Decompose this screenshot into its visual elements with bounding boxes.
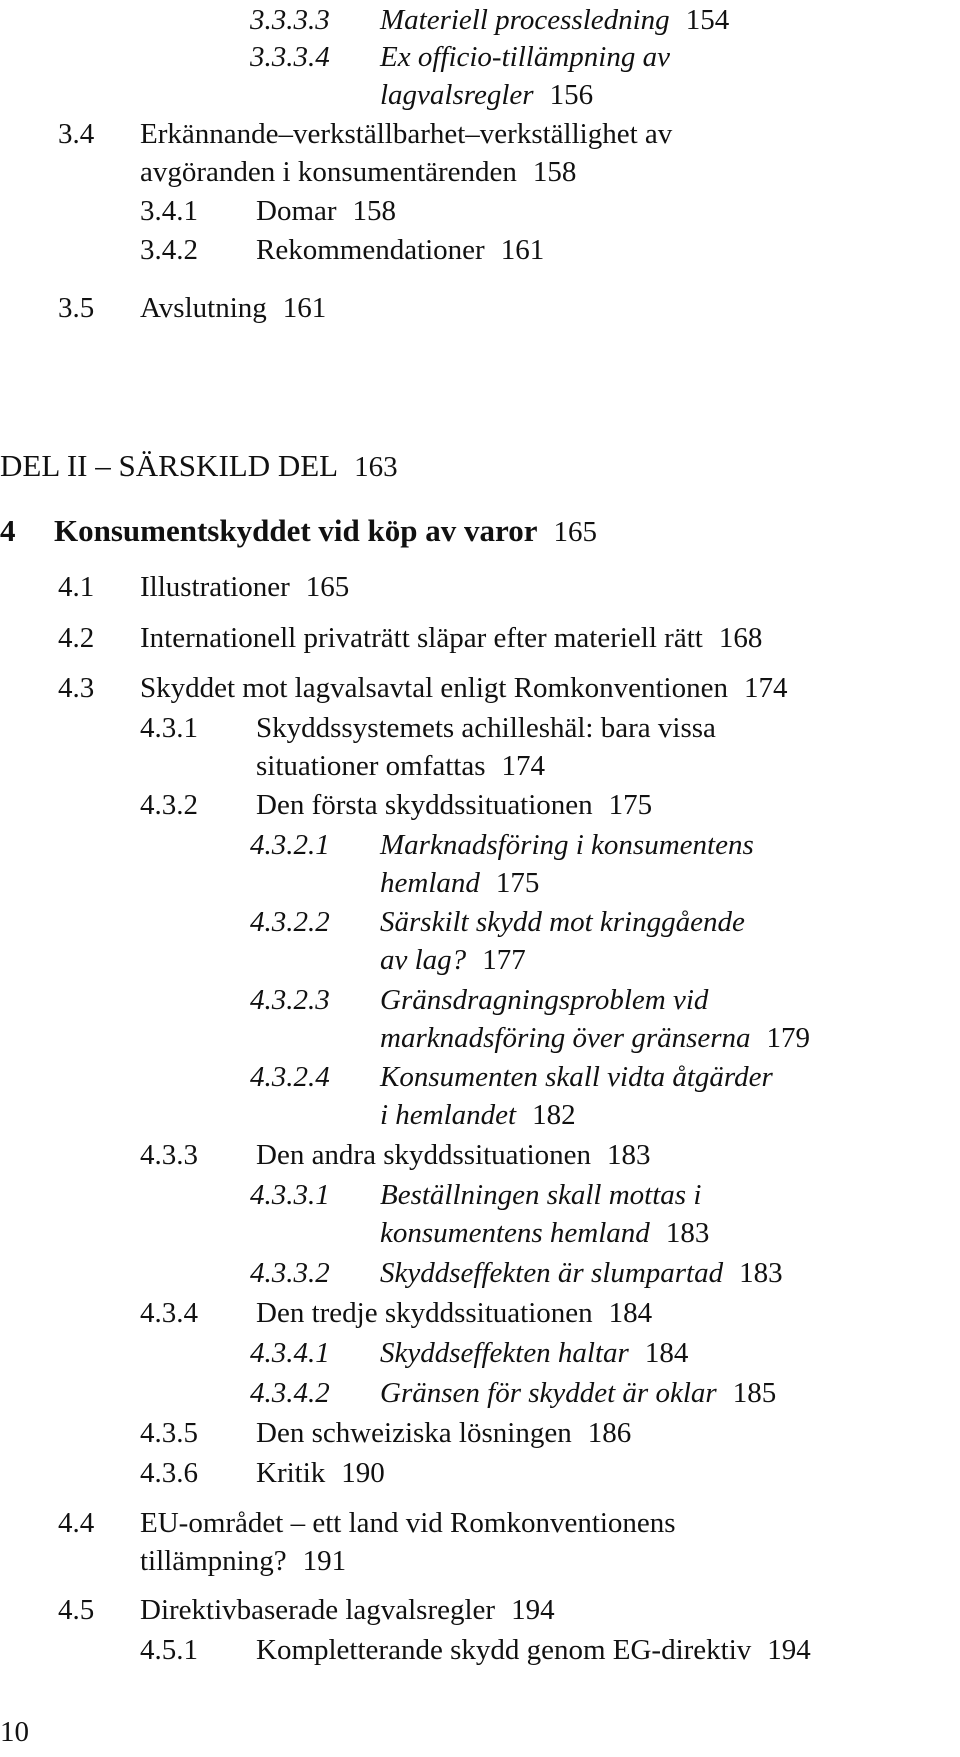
entry-title: Skyddseffekten haltar	[380, 1337, 629, 1369]
entry-number: 3.4	[58, 118, 95, 150]
toc-entry	[0, 1057, 960, 1137]
page-number: 191	[302, 1545, 347, 1577]
toc-entry	[0, 1253, 960, 1293]
entry-number: 4.3.3.2	[250, 1257, 330, 1289]
entry-title: Den andra skyddssituationen	[256, 1139, 592, 1171]
toc-entry	[0, 708, 960, 788]
toc-entry	[0, 902, 960, 982]
entry-number: 4.5.1	[140, 1634, 198, 1666]
toc-entry	[0, 1453, 960, 1493]
entry-title: Den första skyddssituationen	[256, 789, 593, 821]
entry-title: Domar	[256, 195, 337, 227]
entry-number: 4.3.2.4	[250, 1061, 330, 1093]
toc-entry	[0, 288, 960, 328]
entry-number: 4.3.3.1	[250, 1179, 330, 1211]
entry-number: 4.4	[58, 1507, 95, 1539]
page-number: 186	[587, 1417, 632, 1449]
page-number: 190	[341, 1457, 385, 1489]
entry-title: Kritik	[256, 1457, 326, 1489]
chapter-number: 4	[0, 513, 16, 548]
entry-title: Materiell processledning	[380, 4, 670, 36]
toc-entry	[0, 1373, 960, 1413]
entry-title: Skyddssystemets achilleshäl: bara vissa	[256, 712, 716, 744]
toc-entry	[0, 1503, 960, 1583]
toc-entry	[0, 1333, 960, 1373]
entry-title: Skyddet mot lagvalsavtal enligt Romkonventionen	[140, 672, 728, 704]
entry-title: Beställningen skall mottas i	[380, 1179, 702, 1211]
entry-title-cont: av lag?	[380, 944, 467, 976]
page-number: 185	[732, 1377, 777, 1409]
page-number: 183	[739, 1257, 783, 1289]
page-number: 154	[685, 4, 730, 36]
entry-title: Internationell privaträtt släpar efter materiell rätt	[140, 622, 703, 654]
part-heading	[0, 446, 960, 490]
entry-number: 4.1	[58, 571, 95, 603]
entry-title-cont: marknadsföring över gränserna	[380, 1022, 751, 1054]
toc-entry	[0, 0, 960, 40]
page-number: 156	[549, 79, 594, 111]
entry-title: Direktivbaserade lagvalsregler	[140, 1594, 496, 1626]
toc-entry	[0, 1293, 960, 1333]
toc-entry	[0, 668, 960, 708]
entry-number: 4.5	[58, 1594, 95, 1626]
toc-entry	[0, 1413, 960, 1453]
page-number: 168	[718, 622, 763, 654]
page-number: 175	[495, 867, 540, 899]
entry-title: EU-området – ett land vid Romkonventionens	[140, 1507, 676, 1539]
entry-title: Gränsen för skyddet är oklar	[380, 1377, 717, 1409]
entry-number: 4.3.6	[140, 1457, 198, 1489]
toc-entry	[0, 980, 960, 1060]
entry-number: 3.4.1	[140, 195, 198, 227]
toc-entry	[0, 618, 960, 658]
entry-title: Gränsdragningsproblem vid	[380, 984, 709, 1016]
entry-title: Avslutning	[140, 292, 267, 324]
entry-title-cont: situationer omfattas	[256, 750, 486, 782]
entry-title: Kompletterande skydd genom EG-direktiv	[256, 1634, 752, 1666]
entry-number: 4.3.4	[140, 1297, 198, 1329]
entry-number: 4.3.2.1	[250, 829, 330, 861]
entry-number: 4.3.5	[140, 1417, 198, 1449]
entry-title: Illustrationer	[140, 571, 290, 603]
entry-number: 4.3.1	[140, 712, 198, 744]
toc-entry	[0, 1175, 960, 1255]
entry-title-cont: lagvalsregler	[380, 79, 534, 111]
entry-number: 4.3.4.1	[250, 1337, 330, 1369]
page-number: 158	[352, 195, 397, 227]
chapter-title: Konsumentskyddet vid köp av varor	[54, 513, 538, 548]
entry-title-cont: hemland	[380, 867, 480, 899]
page-number: 182	[532, 1099, 576, 1131]
page-number: 184	[644, 1337, 689, 1369]
page-number: 194	[511, 1594, 555, 1626]
toc-entry	[0, 1630, 960, 1670]
page-number: 161	[282, 292, 327, 324]
entry-title: Den schweiziska lösningen	[256, 1417, 572, 1449]
entry-title: Särskilt skydd mot kringgående	[380, 906, 745, 938]
entry-number: 4.2	[58, 622, 95, 654]
entry-number: 4.3.3	[140, 1139, 198, 1171]
toc-entry	[0, 825, 960, 905]
page-number: 165	[305, 571, 350, 603]
entry-number: 4.3.2	[140, 789, 198, 821]
page-number: 183	[665, 1217, 710, 1249]
entry-title: Rekommendationer	[256, 234, 485, 266]
toc-entry	[0, 230, 960, 270]
page-number: 174	[743, 672, 788, 704]
entry-title-cont: tillämpning?	[140, 1545, 287, 1577]
toc-entry	[0, 567, 960, 607]
entry-number: 4.3	[58, 672, 95, 704]
page-number: 158	[532, 156, 577, 188]
toc-entry	[0, 37, 960, 117]
page-number: 163	[354, 451, 398, 483]
toc-entry	[0, 191, 960, 231]
entry-number: 4.3.4.2	[250, 1377, 330, 1409]
part-title: DEL II – SÄRSKILD DEL	[0, 448, 339, 483]
entry-title: Ex officio-tillämpning av	[380, 41, 670, 73]
page-number: 161	[500, 234, 545, 266]
toc-entry	[0, 114, 960, 194]
entry-number: 4.3.2.2	[250, 906, 330, 938]
page-number: 175	[608, 789, 653, 821]
page-number: 165	[553, 516, 597, 548]
entry-title: Konsumenten skall vidta åtgärder	[380, 1061, 773, 1093]
entry-number: 3.3.3.3	[250, 4, 330, 36]
entry-number: 4.3.2.3	[250, 984, 330, 1016]
toc-entry	[0, 1590, 960, 1630]
entry-title: Skyddseffekten är slumpartad	[380, 1257, 724, 1289]
page-number: 194	[767, 1634, 811, 1666]
entry-title-cont: avgöranden i konsumentärenden	[140, 156, 517, 188]
entry-number: 3.4.2	[140, 234, 198, 266]
entry-title-cont: i hemlandet	[380, 1099, 517, 1131]
toc-entry	[0, 1135, 960, 1175]
toc-entry	[0, 785, 960, 825]
page-number: 183	[607, 1139, 651, 1171]
entry-title: Den tredje skyddssituationen	[256, 1297, 593, 1329]
entry-number: 3.5	[58, 292, 95, 324]
footer-page-number: 10	[0, 1716, 29, 1748]
entry-number: 3.3.3.4	[250, 41, 330, 73]
chapter-heading	[0, 511, 960, 553]
page-number: 177	[482, 944, 526, 976]
page-number: 174	[501, 750, 546, 782]
page-number: 179	[766, 1022, 811, 1054]
entry-title: Erkännande–verkställbarhet–verkställighet av	[140, 118, 673, 150]
page-number: 184	[608, 1297, 653, 1329]
entry-title-cont: konsumentens hemland	[380, 1217, 650, 1249]
entry-title: Marknadsföring i konsumentens	[380, 829, 754, 861]
